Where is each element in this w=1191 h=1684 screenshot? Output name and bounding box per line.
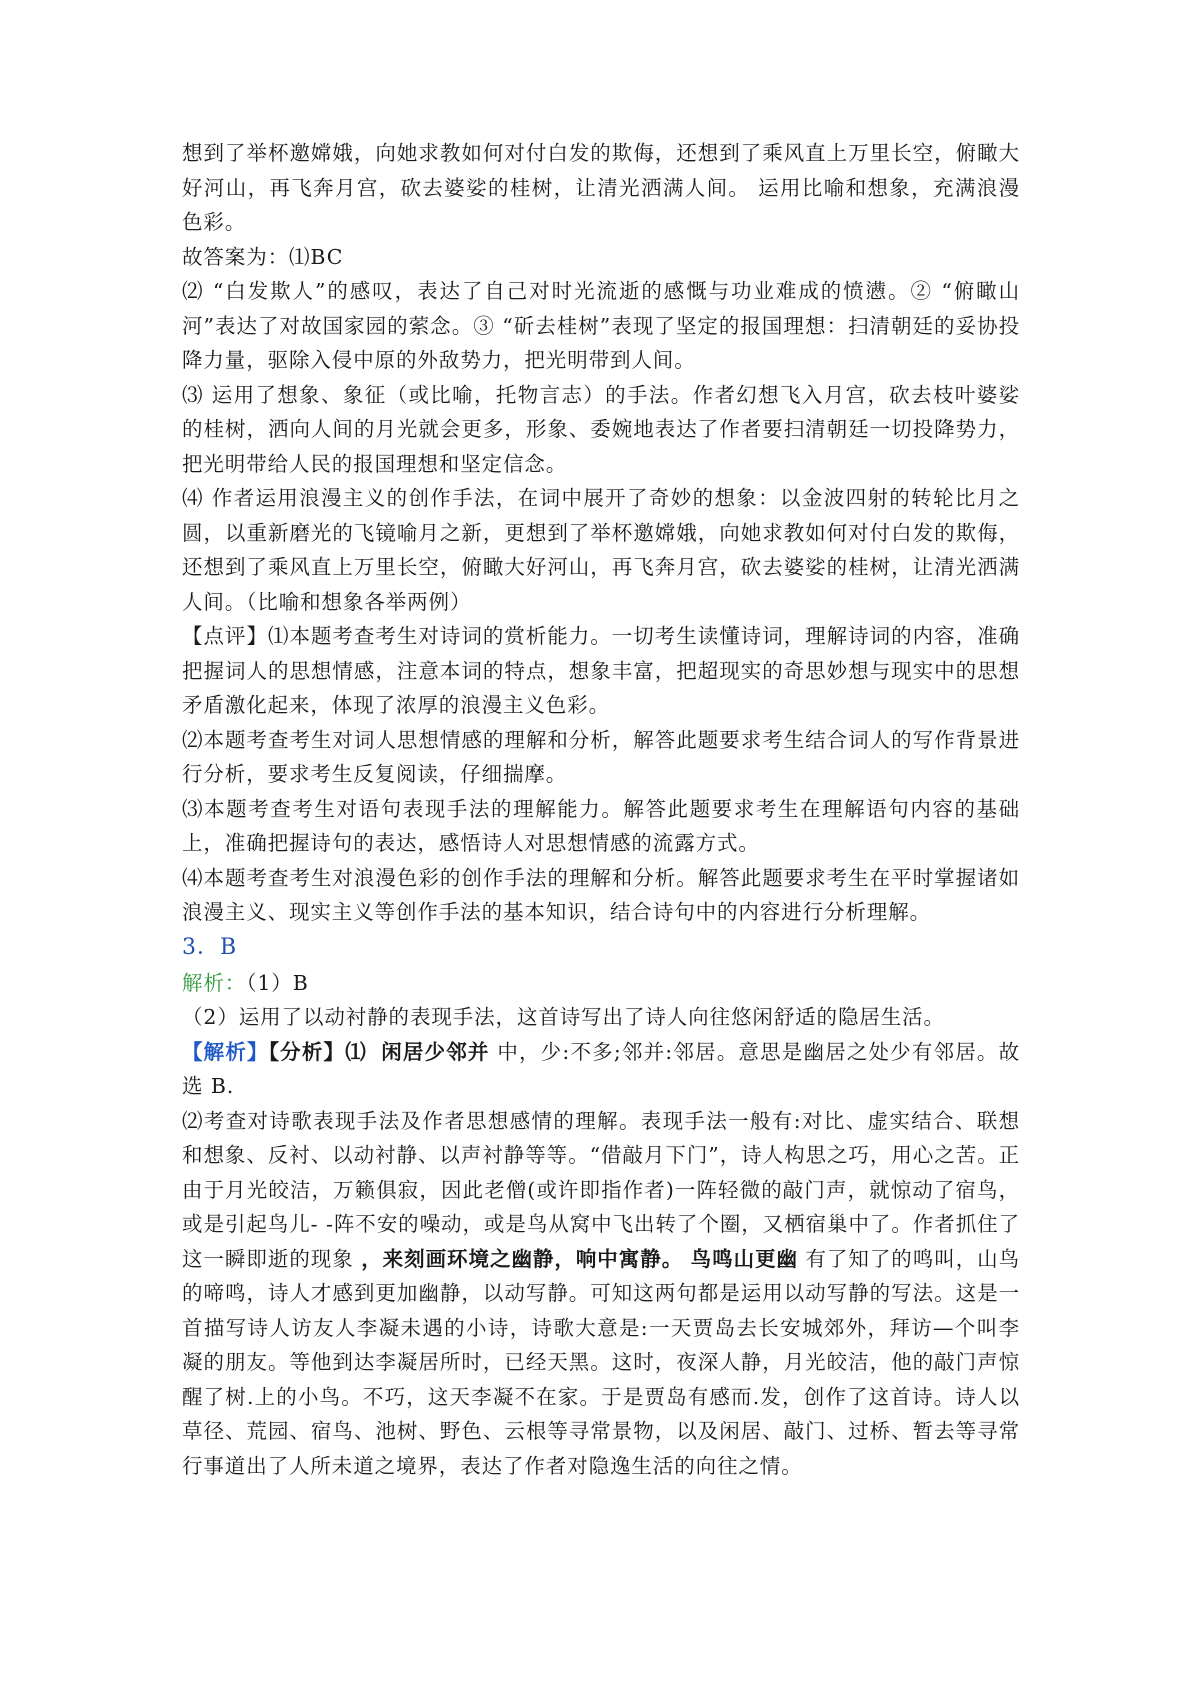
question-3-answer-2: （2）运用了以动衬静的表现手法，这首诗写出了诗人向往悠闲舒适的隐居生活。 [182,1005,945,1029]
answer-content [182,136,1020,1483]
detailed-analysis-part-1: ⑵考查对诗歌表现手法及作者思想感情的理解。表现手法一般有:对比、虚实结合、联想和想象、反衬、以动衬静、以声衬静等等。“借敲月下门”，诗人构思之巧，用心之苦。正由于月光皎洁，万籁俱寂，因此老僧(或许即指作者)一阵轻微的敲门声，就惊动了宿鸟，或是引起鸟儿- -阵不安的噪动，或是鸟从窝中飞出转了个圈，又栖宿巢中了。作者抓住了这一瞬即逝的现象 [182,1108,1020,1271]
question-3-detailed-analysis [182,1104,1020,1484]
question-3-analysis-line [182,966,1020,1001]
fenxi-label: 【分析】⑴ [268,1039,367,1064]
paragraph-answer-2: ⑵ “白发欺人”的感叹，表达了自己对时光流逝的感慨与功业难成的愤懑。② “俯瞰山河”表达了对故国家园的萦念。③ “斫去桂树”表现了坚定的报国理想：扫清朝廷的妥协投降力量，驱除入侵中原的外敌势力，把光明带到人间。 [182,279,1020,372]
paragraph-answer-4: ⑷ 作者运用浪漫主义的创作手法，在词中展开了奇妙的想象：以金波四射的转轮比月之圆，以重新磨光的飞镜喻月之新，更想到了举杯邀嫦娥，向她求教如何对付白发的欺侮，还想到了乘风直上万里长空，俯瞰大好河山，再飞奔月宫，砍去婆娑的桂树，让清光洒满人间。（比喻和想象各举两例） [182,486,1020,614]
paragraph-answer-summary: 故答案为：⑴BC [182,244,344,269]
detailed-analysis-bold-2: 鸟鸣山更幽 [690,1246,798,1271]
paragraph-comment-2: ⑵本题考查考生对词人思想情感的理解和分析，解答此题要求考生结合词人的写作背景进行分析，要求考生反复阅读，仔细揣摩。 [182,727,1020,786]
paragraph-answer-3: ⑶ 运用了想象、象征（或比喻，托物言志）的手法。作者幻想飞入月宫，砍去枝叶婆娑的桂树，洒向人间的月光就会更多，形象、委婉地表达了作者要扫清朝廷一切投降势力，把光明带给人民的报国理想和坚定信念。 [182,382,1020,476]
analysis-answer-1: （1）B [246,970,309,995]
question-3-heading: 3．B [182,934,238,960]
quoted-line: 闲居少邻并 [380,1039,490,1064]
question-3-explanation [182,1035,1020,1104]
jiexi-label: 【解析】 [182,1039,269,1064]
explanation-text: 中，少:不多;邻并:邻居。意思是幽居之处少有邻居。故选 B. [182,1039,1021,1098]
paragraph-continued-analysis: 想到了举杯邀嫦娥，向她求教如何对付白发的欺侮，还想到了乘风直上万里长空，俯瞰大好河山，再飞奔月宫，砍去婆娑的桂树，让清光洒满人间。 运用比喻和想象，充满浪漫色彩。 [182,141,1020,234]
analysis-label: 解析： [182,970,247,995]
paragraph-comment-4: ⑷本题考查考生对浪漫色彩的创作手法的理解和分析。解答此题要求考生在平时掌握诸如浪漫主义、现实主义等创作手法的基本知识，结合诗句中的内容进行分析理解。 [182,865,1020,924]
paragraph-comment-1: 【点评】⑴本题考查考生对诗词的赏析能力。一切考生读懂诗词，理解诗词的内容，准确把握词人的思想情感，注意本词的特点，想象丰富，把超现实的奇思妙想与现实中的思想矛盾激化起来，体现了浓厚的浪漫主义色彩。 [182,624,1020,717]
paragraph-comment-3: ⑶本题考查考生对语句表现手法的理解能力。解答此题要求考生在理解语句内容的基础上，准确把握诗句的表达，感悟诗人对思想情感的流露方式。 [182,796,1020,855]
detailed-analysis-part-2: 有了知了的鸣叫，山鸟的啼鸣，诗人才感到更加幽静，以动写静。可知这两句都是运用以动写静的写法。这是一首描写诗人访友人李凝未遇的小诗，诗歌大意是:一天贾岛去长安城郊外，拜访—个叫李凝的朋友。等他到达李凝居所时，已经天黑。这时，夜深人静，月光皎洁，他的敲门声惊醒了树.上的小鸟。不巧，这天李凝不在家。于是贾岛有感而.发，创作了这首诗。诗人以草径、荒园、宿鸟、池树、野色、云根等寻常景物，以及闲居、敲门、过桥、暂去等寻常行事道出了人所未道之境界，表达了作者对隐逸生活的向往之情。 [182,1246,1021,1478]
detailed-analysis-bold-1: ，来刻画环境之幽静，响中寓静。 [361,1246,684,1271]
